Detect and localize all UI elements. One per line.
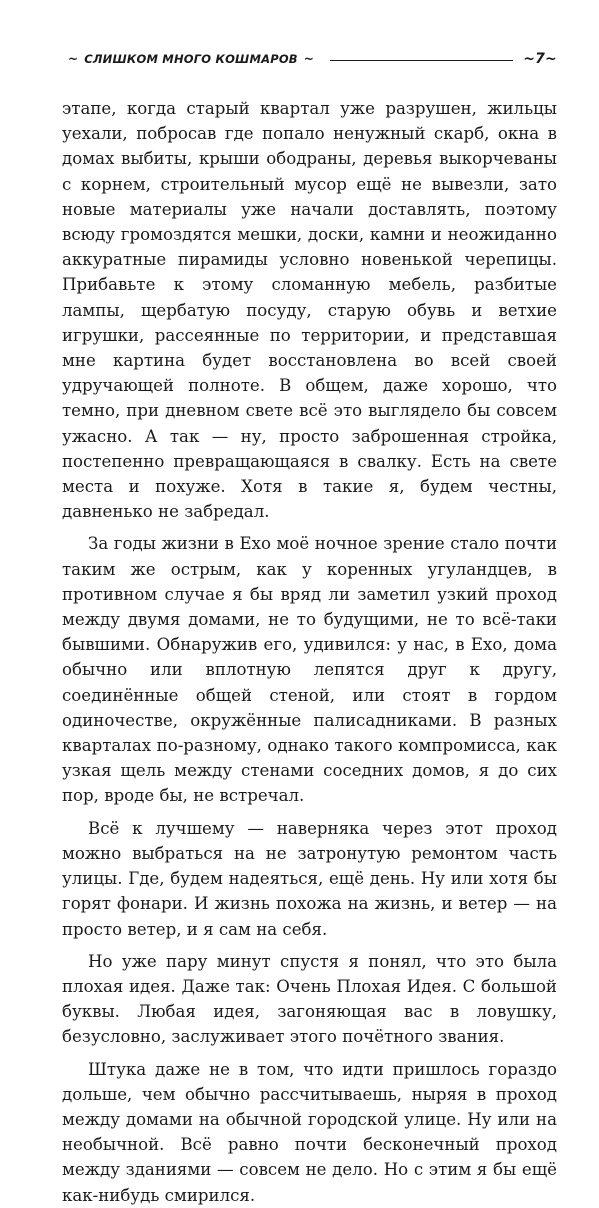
header-ornament-left: ~ — [68, 52, 79, 66]
running-header — [62, 48, 557, 70]
paragraph-4: Но уже пару минут спустя я понял, что это была плохая идея. Даже так: Очень Плохая Идея. С большой буквы. Любая идея, загоняющая вас в ловушку, безусловно, заслуживает этого почётного звания. — [62, 951, 557, 1047]
paragraph-5: Штука даже не в том, что идти пришлось гораздо дольше, чем обычно рассчитываешь, ныряя в проход между домами на обычной городской улице. Ну или на необычной. Всё равно почти бесконечный проход между зданиями — совсем не дело. Но с этим я бы ещё как-нибудь смирился. — [62, 1059, 557, 1205]
header-ornament-mid: ~ — [303, 52, 315, 66]
paragraph-2: За годы жизни в Ехо моё ночное зрение стало почти таким же острым, как у коренных угуландцев, в противном случае я бы вряд ли заметил узкий проход между двумя домами, не то будущими, не то всё-таки бывшими. Обнаружив его, удивился: у нас, в Ехо, дома обычно или вплотную лепятся друг к другу, соединённые общей стеной, или стоят в гордом одиночестве, окружённые палисадниками. В разных кварталах по-разному, однако такого компромисса, как узкая щель между стенами соседних домов, я до сих пор, вроде бы, не встречал. — [62, 534, 557, 806]
body-text — [62, 96, 557, 1208]
paragraph-3: Всё к лучшему — наверняка через этот проход можно выбраться на не затронутую ремонтом часть улицы. Где, будем надеяться, ещё день. Ну или хотя бы горят фонари. И жизнь похожа на жизнь, и ветер — на просто ветер, и я сам на себя. — [62, 818, 557, 939]
paragraph-1: этапе, когда старый квартал уже разрушен, жильцы уехали, побросав где попало ненужный скарб, окна в домах выбиты, крыши ободраны, деревья выкорчеваны с корнем, строительный мусор ещё не вывезли, зато новые материалы уже начали доставлять, поэтому всюду громоздятся мешки, доски, камни и неожиданно аккуратные пирамиды условно новенькой черепицы. Прибавьте к этому сломанную мебель, разбитые лампы, щербатую посуду, старую обувь и ветхие игрушки, рассеянные по территории, и представшая мне картина будет восстановлена во всей своей удручающей полноте. В общем, даже хорошо, что темно, при дневном свете всё это выглядело бы совсем ужасно. А так — ну, просто заброшенная стройка, постепенно превращающаяся в свалку. Есть на свете места и похуже. Хотя в такие я, будем честны, давненько не забредал. — [62, 99, 557, 522]
page-number: ~7~ — [523, 51, 557, 67]
header-rule — [330, 60, 513, 61]
running-title: СЛИШКОМ МНОГО КОШМАРОВ — [84, 52, 298, 66]
